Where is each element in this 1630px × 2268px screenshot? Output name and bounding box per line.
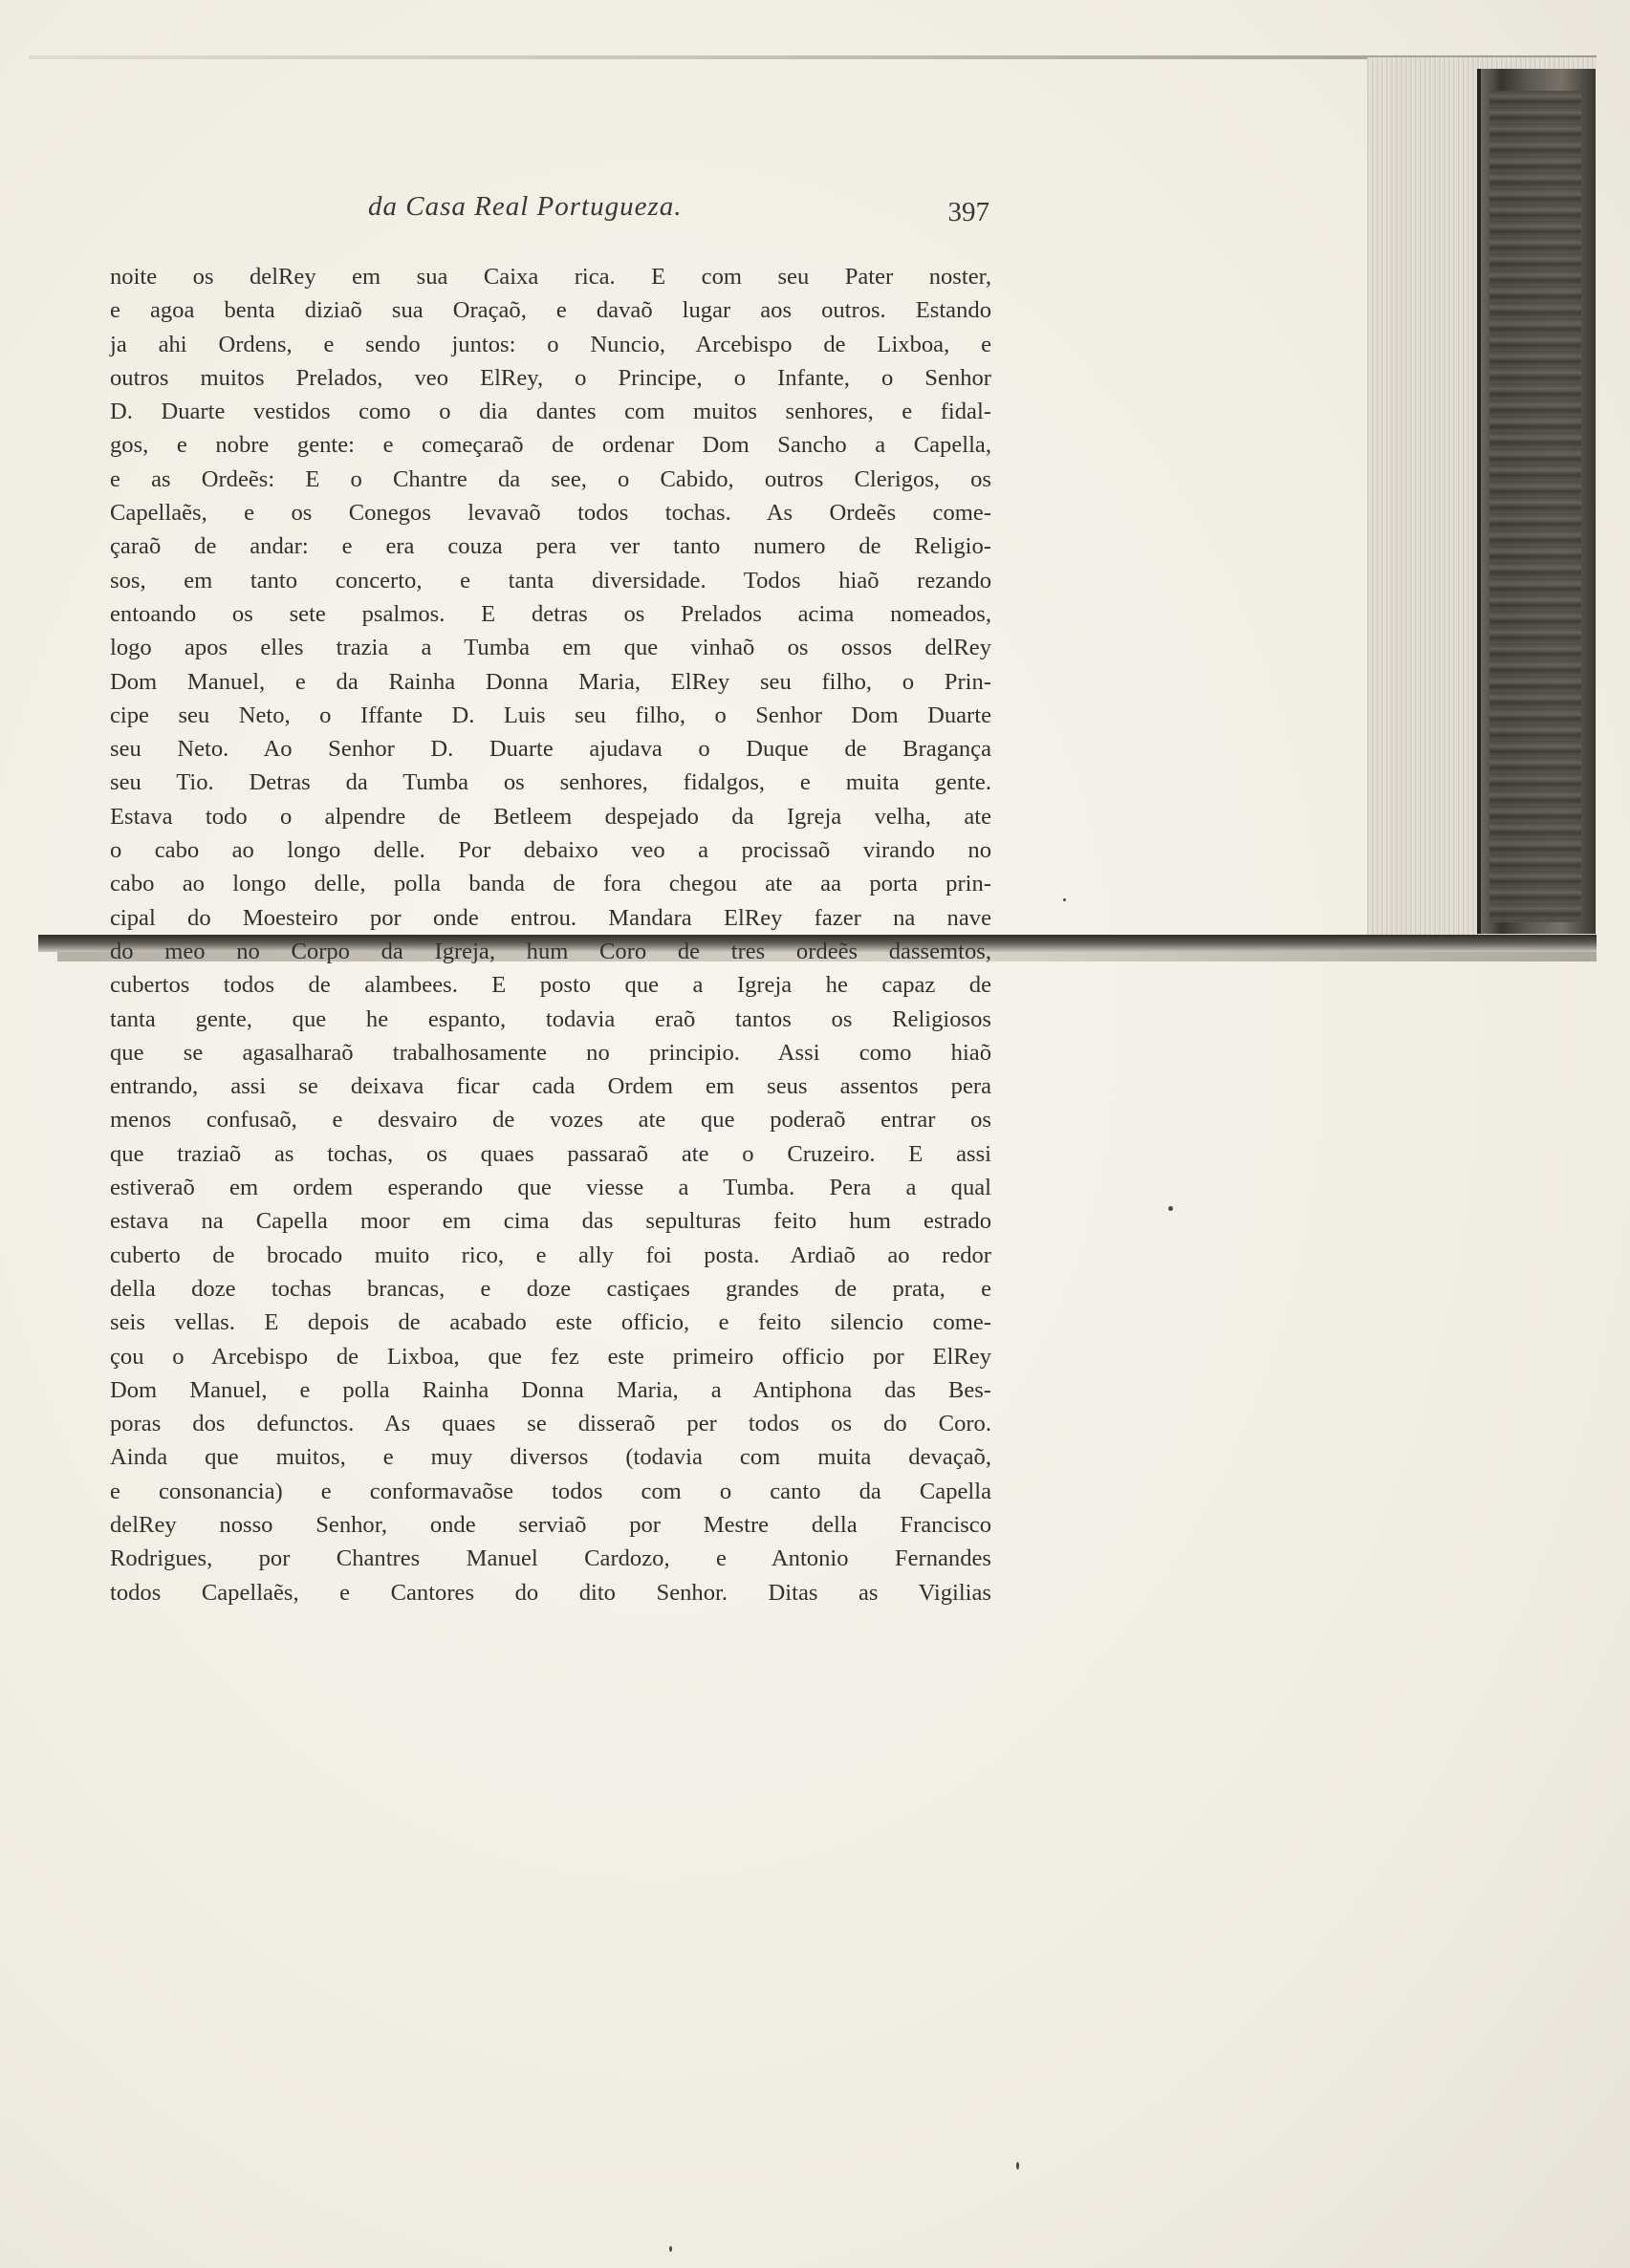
text-line: estava na Capella moor em cima das sepulturas feito hum estrado	[110, 1208, 991, 1235]
text-line: entoando os sete psalmos. E detras os Prelados acima nomeados,	[110, 600, 991, 627]
dust-speck	[669, 2246, 672, 2252]
text-line: Dom Manuel, e da Rainha Donna Maria, ElRey seu filho, o Prin-	[110, 668, 991, 695]
text-line: cubertos todos de alambees. E posto que a Igreja he capaz de	[110, 972, 991, 999]
text-line: çou o Arcebispo de Lixboa, que fez este primeiro officio por ElRey	[110, 1343, 991, 1370]
text-line: della doze tochas brancas, e doze castiçaes grandes de prata, e	[110, 1275, 991, 1302]
page-top-edge	[29, 55, 1597, 59]
text-line: menos confusaõ, e desvairo de vozes ate que poderaõ entrar os	[110, 1107, 991, 1134]
text-line: que se agasalharaõ trabalhosamente no principio. Assi como hiaõ	[110, 1039, 991, 1066]
text-line: estiveraõ em ordem esperando que viesse a Tumba. Pera a qual	[110, 1175, 991, 1201]
text-line: Dom Manuel, e polla Rainha Donna Maria, a Antiphona das Bes-	[110, 1376, 991, 1403]
dust-speck	[1063, 898, 1066, 901]
text-line: outros muitos Prelados, veo ElRey, o Principe, o Infante, o Senhor	[110, 364, 991, 391]
text-line: ja ahi Ordens, e sendo juntos: o Nuncio, Arcebispo de Lixboa, e	[110, 331, 991, 357]
text-line: e consonancia) e conformavaõse todos com o canto da Capella	[110, 1478, 991, 1504]
text-line: e agoa benta diziaõ sua Oraçaõ, e davaõ lugar aos outros. Estando	[110, 297, 991, 324]
text-line: noite os delRey em sua Caixa rica. E com seu Pater noster,	[110, 264, 991, 290]
running-head: da Casa Real Portugueza.	[368, 191, 683, 222]
page-header	[110, 191, 989, 239]
text-line: gos, e nobre gente: e começaraõ de ordenar Dom Sancho a Capella,	[110, 432, 991, 459]
text-line: tanta gente, que he espanto, todavia eraõ tantos os Religiosos	[110, 1005, 991, 1032]
text-line: cipal do Moesteiro por onde entrou. Mandara ElRey fazer na nave	[110, 904, 991, 931]
text-line: seu Tio. Detras da Tumba os senhores, fidalgos, e muita gente.	[110, 769, 991, 796]
text-line: çaraõ de andar: e era couza pera ver tanto numero de Religio-	[110, 533, 991, 560]
text-line: e as Ordeẽs: E o Chantre da see, o Cabido, outros Clerigos, os	[110, 465, 991, 492]
dust-speck	[1016, 2162, 1019, 2170]
body-text	[110, 260, 991, 1609]
text-line: seu Neto. Ao Senhor D. Duarte ajudava o Duque de Bragança	[110, 736, 991, 763]
text-line: todos Capellaẽs, e Cantores do dito Senhor. Ditas as Vigilias	[110, 1579, 991, 1606]
text-line: o cabo ao longo delle. Por debaixo veo a procissaõ virando no	[110, 837, 991, 864]
dust-speck	[1168, 1206, 1173, 1211]
text-line: Rodrigues, por Chantres Manuel Cardozo, e Antonio Fernandes	[110, 1545, 991, 1572]
text-line: cuberto de brocado muito rico, e ally foi posta. Ardiaõ ao redor	[110, 1242, 991, 1268]
text-line: Estava todo o alpendre de Betleem despejado da Igreja velha, ate	[110, 803, 991, 830]
text-line: Capellaẽs, e os Conegos levavaõ todos tochas. As Ordeẽs come-	[110, 500, 991, 527]
text-line: delRey nosso Senhor, onde serviaõ por Mestre della Francisco	[110, 1511, 991, 1538]
text-line: sos, em tanto concerto, e tanta diversidade. Todos hiaõ rezando	[110, 567, 991, 594]
page-number: 397	[947, 197, 989, 227]
book-spine-texture	[1489, 91, 1581, 922]
text-line: do meo no Corpo da Igreja, hum Coro de tres ordeẽs dassemtos,	[110, 938, 991, 964]
text-line: poras dos defunctos. As quaes se disseraõ per todos os do Coro.	[110, 1411, 991, 1437]
text-line: cabo ao longo delle, polla banda de fora chegou ate aa porta prin-	[110, 871, 991, 897]
text-line: entrando, assi se deixava ficar cada Ordem em seus assentos pera	[110, 1073, 991, 1100]
text-line: logo apos elles trazia a Tumba em que vinhaõ os ossos delRey	[110, 635, 991, 661]
text-line: seis vellas. E depois de acabado este officio, e feito silencio come-	[110, 1309, 991, 1336]
text-line: D. Duarte vestidos como o dia dantes com muitos senhores, e fidal-	[110, 399, 991, 425]
text-line: cipe seu Neto, o Iffante D. Luis seu filho, o Senhor Dom Duarte	[110, 702, 991, 728]
text-line: Ainda que muitos, e muy diversos (todavia com muita devaçaõ,	[110, 1444, 991, 1471]
text-line: que traziaõ as tochas, os quaes passaraõ ate o Cruzeiro. E assi	[110, 1140, 991, 1167]
